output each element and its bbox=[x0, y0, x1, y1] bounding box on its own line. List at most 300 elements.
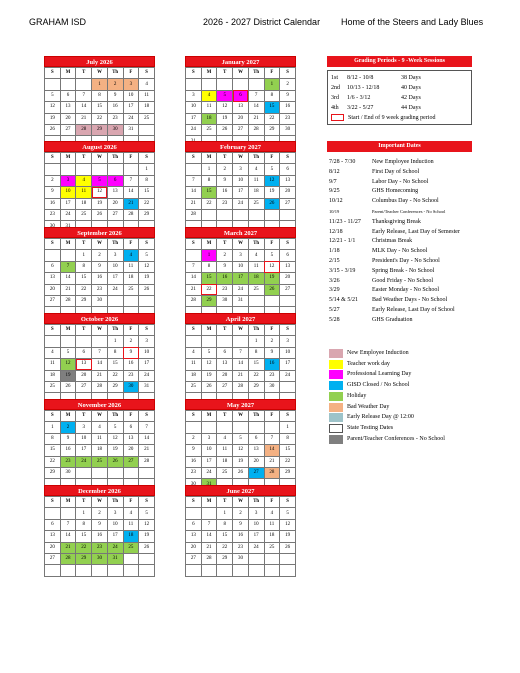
day-cell: 29 bbox=[280, 467, 296, 478]
day-cell: 8 bbox=[248, 347, 264, 358]
day-cell: 24 bbox=[76, 456, 92, 467]
empty-cell bbox=[248, 553, 264, 564]
day-cell: 27 bbox=[45, 553, 61, 564]
day-cell: 6 bbox=[280, 250, 296, 261]
empty-cell bbox=[248, 209, 264, 220]
day-cell: 29 bbox=[248, 381, 264, 392]
day-cell: 5 bbox=[264, 250, 280, 261]
weekday-header: T bbox=[217, 325, 233, 336]
day-cell: 14 bbox=[139, 433, 155, 444]
day-cell: 29 bbox=[217, 553, 233, 564]
legend-label: Early Release Day @ 12:00 bbox=[347, 414, 414, 421]
important-date-item bbox=[329, 277, 479, 287]
important-date: 5/28 bbox=[329, 316, 340, 323]
empty-cell bbox=[139, 467, 155, 478]
day-cell: 20 bbox=[107, 198, 123, 209]
day-cell: 19 bbox=[201, 370, 217, 381]
empty-cell bbox=[186, 79, 202, 90]
day-cell: 4 bbox=[264, 508, 280, 519]
empty-cell bbox=[92, 565, 108, 576]
weekday-header: S bbox=[186, 153, 202, 164]
day-cell: 1 bbox=[76, 250, 92, 261]
day-cell: 23 bbox=[92, 542, 108, 553]
day-cell: 16 bbox=[186, 456, 202, 467]
important-date: 10/12 bbox=[329, 198, 343, 205]
weekday-header: M bbox=[201, 325, 217, 336]
day-cell: 10 bbox=[233, 261, 249, 272]
empty-cell bbox=[217, 79, 233, 90]
weekday-header: M bbox=[60, 497, 76, 508]
day-cell: 4 bbox=[123, 508, 139, 519]
day-cell: 9 bbox=[123, 347, 139, 358]
day-cell: 28 bbox=[123, 209, 139, 220]
day-cell: 20 bbox=[45, 542, 61, 553]
day-cell: 30 bbox=[92, 295, 108, 306]
empty-cell bbox=[248, 422, 264, 433]
important-date: 9/7 bbox=[329, 178, 337, 185]
day-cell: 18 bbox=[264, 531, 280, 542]
weekday-header: W bbox=[92, 68, 108, 79]
day-cell: 21 bbox=[248, 113, 264, 124]
day-cell: 1 bbox=[217, 508, 233, 519]
day-cell: 28 bbox=[233, 381, 249, 392]
day-cell: 18 bbox=[123, 531, 139, 542]
empty-cell bbox=[280, 381, 296, 392]
day-cell: 2 bbox=[233, 508, 249, 519]
day-cell: 14 bbox=[123, 187, 139, 198]
day-cell: 27 bbox=[107, 209, 123, 220]
day-cell: 21 bbox=[233, 370, 249, 381]
weekday-header: Th bbox=[107, 325, 123, 336]
day-cell: 3 bbox=[107, 508, 123, 519]
month-title: June 2027 bbox=[185, 485, 296, 496]
day-cell: 5 bbox=[201, 347, 217, 358]
day-cell: 27 bbox=[233, 124, 249, 135]
weekday-header: S bbox=[45, 239, 61, 250]
grading-number: 1st bbox=[331, 75, 339, 81]
weekday-header: S bbox=[139, 153, 155, 164]
month-title: July 2026 bbox=[44, 56, 155, 67]
day-cell: 1 bbox=[92, 79, 108, 90]
weekday-header: W bbox=[233, 68, 249, 79]
day-cell: 16 bbox=[92, 273, 108, 284]
important-date: 3/29 bbox=[329, 287, 340, 294]
weekday-header: F bbox=[123, 239, 139, 250]
day-cell: 7 bbox=[248, 90, 264, 101]
empty-cell bbox=[139, 295, 155, 306]
day-cell: 14 bbox=[248, 102, 264, 113]
empty-cell bbox=[186, 565, 202, 576]
day-cell: 15 bbox=[201, 187, 217, 198]
day-cell: 10 bbox=[280, 347, 296, 358]
calendar-title: 2026 - 2027 District Calendar bbox=[203, 17, 321, 27]
day-cell: 4 bbox=[92, 422, 108, 433]
day-cell: 7 bbox=[60, 261, 76, 272]
day-cell: 31 bbox=[139, 381, 155, 392]
weekday-header: T bbox=[76, 497, 92, 508]
empty-cell bbox=[60, 79, 76, 90]
empty-cell bbox=[76, 79, 92, 90]
day-cell: 18 bbox=[139, 102, 155, 113]
day-cell: 10 bbox=[233, 175, 249, 186]
day-cell: 2 bbox=[60, 422, 76, 433]
day-cell: 13 bbox=[233, 102, 249, 113]
weekday-header: S bbox=[139, 497, 155, 508]
month-calendar bbox=[185, 399, 296, 491]
day-cell: 13 bbox=[217, 359, 233, 370]
day-cell: 9 bbox=[186, 445, 202, 456]
empty-cell bbox=[76, 467, 92, 478]
day-cell: 9 bbox=[217, 175, 233, 186]
day-cell: 15 bbox=[45, 445, 61, 456]
important-date-item bbox=[329, 168, 479, 178]
day-cell: 19 bbox=[264, 273, 280, 284]
day-cell: 18 bbox=[123, 273, 139, 284]
important-date-item bbox=[329, 187, 479, 197]
day-cell: 6 bbox=[123, 422, 139, 433]
day-cell: 20 bbox=[217, 370, 233, 381]
weekday-header: F bbox=[264, 325, 280, 336]
day-cell: 11 bbox=[139, 90, 155, 101]
day-cell: 13 bbox=[248, 445, 264, 456]
day-cell: 27 bbox=[123, 456, 139, 467]
day-cell: 3 bbox=[233, 164, 249, 175]
day-cell: 7 bbox=[186, 175, 202, 186]
day-cell: 24 bbox=[107, 542, 123, 553]
day-cell: 23 bbox=[186, 467, 202, 478]
important-date: 8/12 bbox=[329, 168, 340, 175]
legend-swatch bbox=[329, 424, 343, 433]
day-cell: 10 bbox=[248, 519, 264, 530]
day-cell: 21 bbox=[60, 542, 76, 553]
weekday-header: T bbox=[217, 239, 233, 250]
grading-periods-box bbox=[327, 70, 472, 125]
day-cell: 11 bbox=[76, 187, 92, 198]
empty-cell bbox=[233, 336, 249, 347]
day-cell: 28 bbox=[92, 381, 108, 392]
day-cell: 10 bbox=[123, 90, 139, 101]
day-cell: 6 bbox=[280, 164, 296, 175]
day-cell: 24 bbox=[233, 198, 249, 209]
day-cell: 23 bbox=[217, 198, 233, 209]
day-cell: 15 bbox=[280, 445, 296, 456]
weekday-header: F bbox=[264, 239, 280, 250]
day-cell: 27 bbox=[280, 198, 296, 209]
day-cell: 16 bbox=[60, 445, 76, 456]
day-cell: 25 bbox=[248, 284, 264, 295]
weekday-header: M bbox=[60, 411, 76, 422]
day-cell: 21 bbox=[123, 198, 139, 209]
empty-cell bbox=[60, 336, 76, 347]
day-cell: 8 bbox=[92, 90, 108, 101]
important-date-event: Bad Weather Days - No School bbox=[372, 297, 448, 304]
weekday-header: S bbox=[280, 497, 296, 508]
day-cell: 14 bbox=[233, 359, 249, 370]
day-cell: 23 bbox=[217, 284, 233, 295]
empty-cell bbox=[264, 565, 280, 576]
weekday-header: S bbox=[280, 68, 296, 79]
day-cell: 8 bbox=[264, 90, 280, 101]
day-cell: 5 bbox=[280, 508, 296, 519]
day-cell: 8 bbox=[201, 261, 217, 272]
day-cell: 22 bbox=[76, 542, 92, 553]
month-title: March 2027 bbox=[185, 227, 296, 238]
empty-cell bbox=[76, 336, 92, 347]
day-cell: 23 bbox=[107, 113, 123, 124]
day-cell: 22 bbox=[217, 542, 233, 553]
important-date-event: Parent/Teacher Conferences - No School bbox=[372, 208, 446, 214]
day-cell: 21 bbox=[201, 542, 217, 553]
grading-legend-row bbox=[331, 114, 435, 123]
empty-cell bbox=[186, 164, 202, 175]
weekday-header: S bbox=[280, 239, 296, 250]
day-cell: 29 bbox=[201, 295, 217, 306]
weekday-header: S bbox=[45, 153, 61, 164]
day-cell: 6 bbox=[186, 519, 202, 530]
empty-cell bbox=[264, 209, 280, 220]
day-cell: 5 bbox=[264, 164, 280, 175]
day-cell: 27 bbox=[45, 295, 61, 306]
important-date-item bbox=[329, 178, 479, 188]
weekday-header: F bbox=[123, 153, 139, 164]
day-cell: 22 bbox=[264, 113, 280, 124]
empty-cell bbox=[248, 565, 264, 576]
empty-cell bbox=[45, 565, 61, 576]
day-cell: 3 bbox=[201, 433, 217, 444]
legend-swatch bbox=[329, 360, 343, 369]
empty-cell bbox=[280, 209, 296, 220]
month-title: December 2026 bbox=[44, 485, 155, 496]
day-cell: 2 bbox=[217, 164, 233, 175]
important-date: 3/26 bbox=[329, 277, 340, 284]
important-date-event: Easter Monday - No School bbox=[372, 287, 439, 294]
day-cell: 1 bbox=[264, 79, 280, 90]
day-cell: 26 bbox=[264, 198, 280, 209]
empty-cell bbox=[217, 336, 233, 347]
day-cell: 18 bbox=[248, 187, 264, 198]
day-cell: 21 bbox=[60, 284, 76, 295]
day-cell: 7 bbox=[60, 519, 76, 530]
day-cell: 12 bbox=[280, 519, 296, 530]
day-cell: 29 bbox=[76, 553, 92, 564]
district-name: GRAHAM ISD bbox=[29, 17, 87, 27]
legend-label: Parent/Teacher Conferences - No School bbox=[347, 435, 445, 442]
month-calendar bbox=[44, 56, 155, 148]
day-cell: 4 bbox=[45, 347, 61, 358]
day-cell: 22 bbox=[139, 198, 155, 209]
day-cell: 18 bbox=[92, 445, 108, 456]
day-cell: 21 bbox=[92, 370, 108, 381]
day-cell: 24 bbox=[107, 284, 123, 295]
important-date: 12/21 - 1/1 bbox=[329, 238, 356, 245]
legend-swatch bbox=[329, 392, 343, 401]
grading-row bbox=[331, 84, 421, 93]
day-cell: 23 bbox=[123, 370, 139, 381]
important-date-event: President's Day - No School bbox=[372, 257, 440, 264]
important-date-item bbox=[329, 158, 479, 168]
day-cell: 29 bbox=[92, 124, 108, 135]
day-cell: 15 bbox=[107, 359, 123, 370]
empty-cell bbox=[60, 508, 76, 519]
weekday-header: Th bbox=[107, 497, 123, 508]
day-cell: 1 bbox=[201, 250, 217, 261]
day-cell: 10 bbox=[107, 519, 123, 530]
day-cell: 26 bbox=[139, 284, 155, 295]
weekday-header: S bbox=[45, 411, 61, 422]
weekday-header: Th bbox=[248, 325, 264, 336]
day-cell: 23 bbox=[264, 370, 280, 381]
day-cell: 8 bbox=[201, 175, 217, 186]
weekday-header: T bbox=[217, 497, 233, 508]
legend-swatch bbox=[329, 413, 343, 422]
day-cell: 3 bbox=[233, 250, 249, 261]
day-cell: 19 bbox=[107, 445, 123, 456]
day-cell: 7 bbox=[264, 433, 280, 444]
day-cell: 17 bbox=[233, 273, 249, 284]
day-cell: 9 bbox=[280, 90, 296, 101]
day-cell: 6 bbox=[248, 433, 264, 444]
day-cell: 15 bbox=[92, 102, 108, 113]
weekday-header: T bbox=[76, 411, 92, 422]
day-cell: 18 bbox=[217, 456, 233, 467]
legend-label: GISD Closed / No School bbox=[347, 382, 410, 389]
legend-label: Bad Weather Day bbox=[347, 403, 390, 410]
weekday-header: W bbox=[92, 239, 108, 250]
weekday-header: M bbox=[60, 68, 76, 79]
day-cell: 7 bbox=[139, 422, 155, 433]
day-cell: 2 bbox=[264, 336, 280, 347]
day-cell: 17 bbox=[201, 456, 217, 467]
important-date-event: Good Friday - No School bbox=[372, 277, 433, 284]
day-cell: 1 bbox=[107, 336, 123, 347]
grading-marker-swatch bbox=[331, 114, 344, 121]
day-cell: 13 bbox=[45, 273, 61, 284]
day-cell: 17 bbox=[123, 102, 139, 113]
day-cell: 27 bbox=[217, 381, 233, 392]
empty-cell bbox=[92, 164, 108, 175]
day-cell: 30 bbox=[280, 124, 296, 135]
day-cell: 22 bbox=[107, 370, 123, 381]
empty-cell bbox=[201, 508, 217, 519]
day-cell: 29 bbox=[76, 295, 92, 306]
grading-row bbox=[331, 94, 421, 103]
day-cell: 9 bbox=[60, 433, 76, 444]
day-cell: 12 bbox=[60, 359, 76, 370]
grading-range: 3/22 - 5/27 bbox=[347, 105, 374, 111]
day-cell: 2 bbox=[280, 79, 296, 90]
day-cell: 25 bbox=[201, 124, 217, 135]
day-cell: 25 bbox=[123, 542, 139, 553]
important-date-event: GHS Graduation bbox=[372, 316, 413, 323]
day-cell: 13 bbox=[60, 102, 76, 113]
empty-cell bbox=[123, 553, 139, 564]
important-date-event: New Employee Induction bbox=[372, 159, 434, 165]
empty-cell bbox=[233, 422, 249, 433]
weekday-header: S bbox=[186, 325, 202, 336]
weekday-header: W bbox=[233, 153, 249, 164]
weekday-header: S bbox=[45, 68, 61, 79]
empty-cell bbox=[60, 565, 76, 576]
day-cell: 3 bbox=[107, 250, 123, 261]
important-date-event: Spring Break - No School bbox=[372, 267, 435, 274]
day-cell: 14 bbox=[186, 273, 202, 284]
day-cell: 15 bbox=[201, 273, 217, 284]
day-cell: 1 bbox=[139, 164, 155, 175]
weekday-header: M bbox=[201, 68, 217, 79]
day-cell: 6 bbox=[60, 90, 76, 101]
empty-cell bbox=[60, 250, 76, 261]
weekday-header: W bbox=[92, 325, 108, 336]
month-title: April 2027 bbox=[185, 313, 296, 324]
important-date-event: Early Release, Last Day of Semester bbox=[372, 228, 460, 235]
weekday-header: M bbox=[201, 497, 217, 508]
day-cell: 16 bbox=[217, 273, 233, 284]
day-cell: 25 bbox=[264, 542, 280, 553]
day-cell: 12 bbox=[217, 102, 233, 113]
day-cell: 30 bbox=[123, 381, 139, 392]
day-cell: 20 bbox=[45, 284, 61, 295]
important-date: 5/14 & 5/21 bbox=[329, 297, 359, 304]
grading-range: 8/12 - 10/8 bbox=[347, 75, 374, 81]
day-cell: 27 bbox=[248, 467, 264, 478]
day-cell: 25 bbox=[248, 198, 264, 209]
weekday-header: Th bbox=[248, 411, 264, 422]
day-cell: 22 bbox=[92, 113, 108, 124]
weekday-header: M bbox=[201, 239, 217, 250]
important-date-item bbox=[329, 296, 479, 306]
day-cell: 29 bbox=[264, 124, 280, 135]
day-cell: 17 bbox=[186, 113, 202, 124]
day-cell: 30 bbox=[92, 553, 108, 564]
weekday-header: T bbox=[76, 153, 92, 164]
empty-cell bbox=[76, 565, 92, 576]
day-cell: 14 bbox=[264, 445, 280, 456]
day-cell: 11 bbox=[217, 445, 233, 456]
day-cell: 11 bbox=[201, 102, 217, 113]
day-cell: 11 bbox=[123, 261, 139, 272]
legend-label: Holiday bbox=[347, 392, 367, 399]
empty-cell bbox=[280, 553, 296, 564]
day-cell: 9 bbox=[92, 261, 108, 272]
empty-cell bbox=[186, 508, 202, 519]
day-cell: 13 bbox=[76, 359, 92, 370]
day-cell: 13 bbox=[280, 261, 296, 272]
empty-cell bbox=[280, 295, 296, 306]
weekday-header: F bbox=[264, 411, 280, 422]
day-cell: 6 bbox=[217, 347, 233, 358]
legend-label: New Employee Induction bbox=[347, 350, 409, 356]
day-cell: 28 bbox=[186, 295, 202, 306]
month-title: May 2027 bbox=[185, 399, 296, 410]
weekday-header: F bbox=[123, 325, 139, 336]
weekday-header: Th bbox=[107, 153, 123, 164]
day-cell: 16 bbox=[92, 531, 108, 542]
important-date-item bbox=[329, 218, 479, 228]
important-date-event: Christmas Break bbox=[372, 238, 413, 245]
day-cell: 20 bbox=[123, 445, 139, 456]
day-cell: 30 bbox=[217, 295, 233, 306]
empty-cell bbox=[201, 565, 217, 576]
month-calendar bbox=[185, 485, 296, 577]
empty-cell bbox=[217, 422, 233, 433]
weekday-header: Th bbox=[107, 68, 123, 79]
day-cell: 13 bbox=[107, 187, 123, 198]
day-cell: 9 bbox=[107, 90, 123, 101]
legend-label: State Testing Dates bbox=[347, 424, 394, 431]
important-date-item bbox=[329, 316, 479, 326]
weekday-header: S bbox=[186, 497, 202, 508]
grading-periods-title: Grading Periods - 9 -Week Sessions bbox=[327, 56, 472, 67]
